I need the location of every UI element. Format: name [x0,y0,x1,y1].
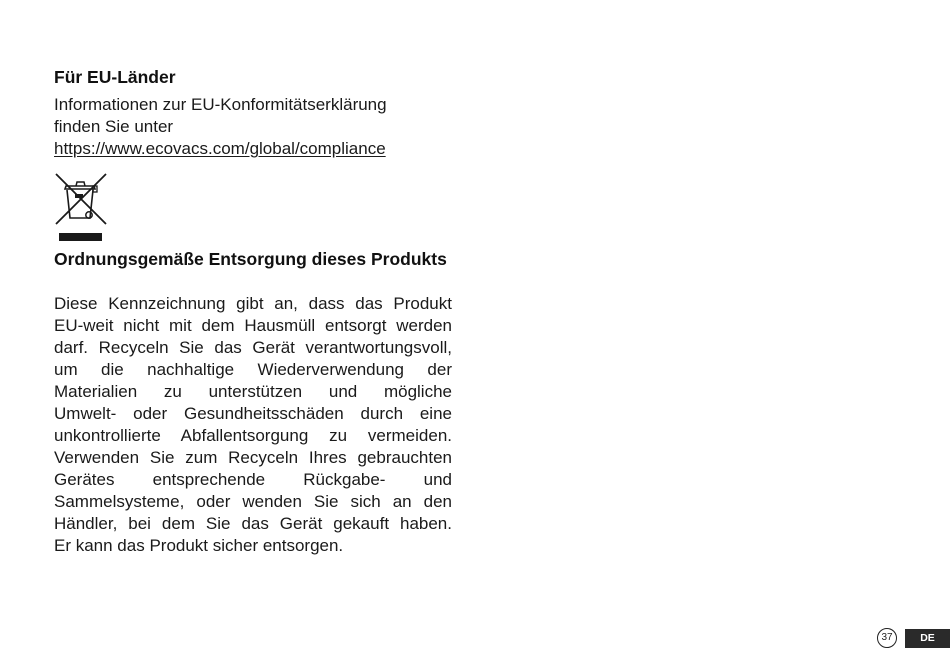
disposal-text-line: unkontrollierte Abfallentsorgung zu vermeiden. [54,426,452,445]
page-number-badge: 37 [877,628,897,648]
language-tab: DE [905,629,950,648]
eu-text-line: finden Sie unter [54,117,174,136]
disposal-text-line: Diese Kennzeichnung gibt an, dass das Produkt [54,294,452,313]
disposal-text-line: Verwenden Sie zum Recyceln Ihres gebrauchten [54,448,452,467]
disposal-text-line: Sammelsysteme, oder wenden Sie sich an den [54,492,452,511]
disposal-body-text [54,293,452,557]
disposal-text-line: darf. Recyceln Sie das Gerät verantwortungsvoll, [54,338,452,357]
disposal-text-line: Er kann das Produkt sicher entsorgen. [54,536,344,555]
crossed-out-wheelie-bin-icon [54,172,110,244]
compliance-link[interactable]: https://www.ecovacs.com/global/compliance [54,139,386,158]
disposal-text-line: Händler, bei dem Sie das Gerät gekauft haben. [54,514,452,533]
eu-text-line: Informationen zur EU-Konformitätserklärung [54,95,387,114]
disposal-text-line: Materialien zu unterstützen und mögliche [54,382,452,401]
eu-conformity-text [54,94,474,160]
disposal-text-line: Umwelt- oder Gesundheitsschäden durch eine [54,404,452,423]
disposal-text-line: EU-weit nicht mit dem Hausmüll entsorgt werden [54,316,452,335]
disposal-text-line: Gerätes entsprechende Rückgabe- und [54,470,452,489]
eu-countries-heading: Für EU-Länder [54,67,176,87]
proper-disposal-heading: Ordnungsgemäße Entsorgung dieses Produkts [54,249,447,269]
disposal-text-line: um die nachhaltige Wiederverwendung der [54,360,452,379]
